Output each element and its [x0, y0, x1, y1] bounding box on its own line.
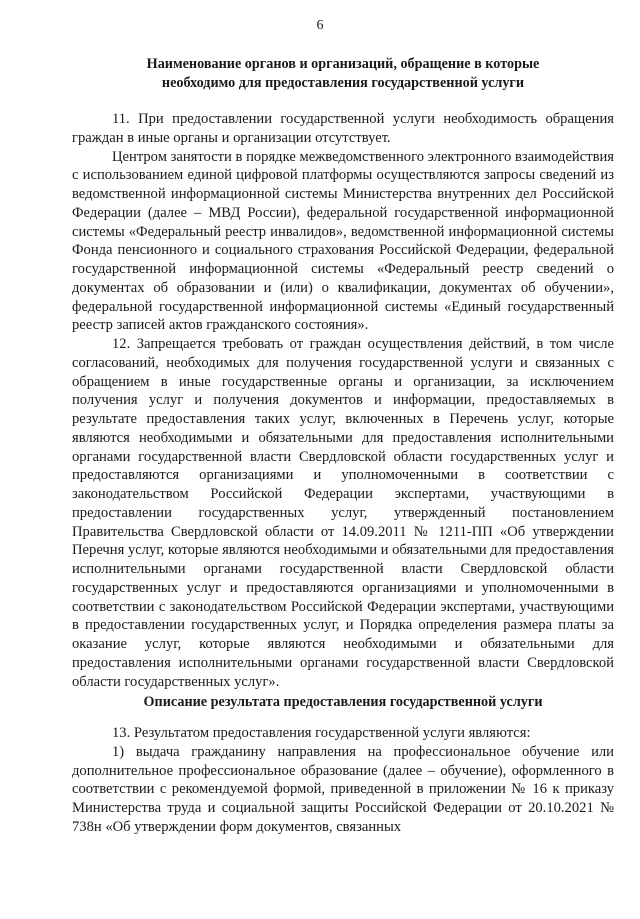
section-heading-organizations — [72, 55, 614, 92]
paragraph-11: 11. При предоставлении государственной услуги необходимость обращения граждан в иные органы и организации отсутствует. — [72, 111, 614, 146]
paragraph-12: 12. Запрещается требовать от граждан осуществления действий, в том числе согласований, необходимых для получения государственной услуги и связанных с обращением в иные государственные органы и организации, за исключением получения услуг и получения документов и информации, предоставляемых в результате предоставления таких услуг, включенных в Перечень услуг, которые являются необходимыми и обязательными для предоставления исполнительными органами государственной власти Свердловской области государственных услуг и предоставляются организациями и уполномоченными в соответствии с законодательством Российской Федерации экспертами, участвующими в предоставлении государственных услуг, утвержденный постановлением Правительства Свердловской области от 14.09.2011 № 1211-ПП «Об утверждении Перечня услуг, которые являются необходимыми и обязательными для предоставления исполнительными органами государственной власти Свердловской области государственных услуг и предоставляются организациями и уполномоченными в соответствии с законодательством Российской Федерации экспертами, участвующими в предоставлении государственных услуг, и Порядка определения размера платы за оказание услуг, которые являются необходимыми и обязательными для предоставления исполнительными органами государственной власти Свердловской области государственных услуг». — [72, 336, 614, 690]
heading-line: Наименование органов и организаций, обращение в которые — [146, 56, 540, 72]
paragraph-13: 13. Результатом предоставления государственной услуги являются: — [112, 725, 531, 741]
paragraph-13-item-1: 1) выдача гражданину направления на профессиональное обучение или дополнительное профессиональное образование (далее – обучение), оформленного в соответствии с рекомендуемой формой, приведенной в приложении № 16 к приказу Министерства труда и социальной защиты Российской Федерации от 20.10.2021 № 738н «Об утверждении форм документов, связанных — [72, 743, 614, 835]
page-number: 6 — [316, 18, 324, 33]
section-heading-result: Описание результата предоставления государственной услуги — [143, 694, 543, 710]
section-body-organizations — [72, 110, 614, 691]
heading-line: необходимо для предоставления государственной услуги — [161, 74, 525, 91]
section-body-result — [72, 724, 614, 837]
paragraph-employment-center: Центром занятости в порядке межведомственного электронного взаимодействия с использованием единой цифровой платформы осуществляются запросы сведений из ведомственной информационной системы Министерства внутренних дел Российской Федерации (далее – МВД России), федеральной государственной информационной системы «Федеральный реестр инвалидов», ведомственной информационной системы Фонда пенсионного и социального страхования Российской Федерации, федеральной государственной информационной системы «Федеральный реестр сведений о документах об образовании и (или) о квалификации, документах об обучении», федеральной государственной информационной системы «Единый государственный реестр записей актов гражданского состояния». — [72, 148, 614, 334]
